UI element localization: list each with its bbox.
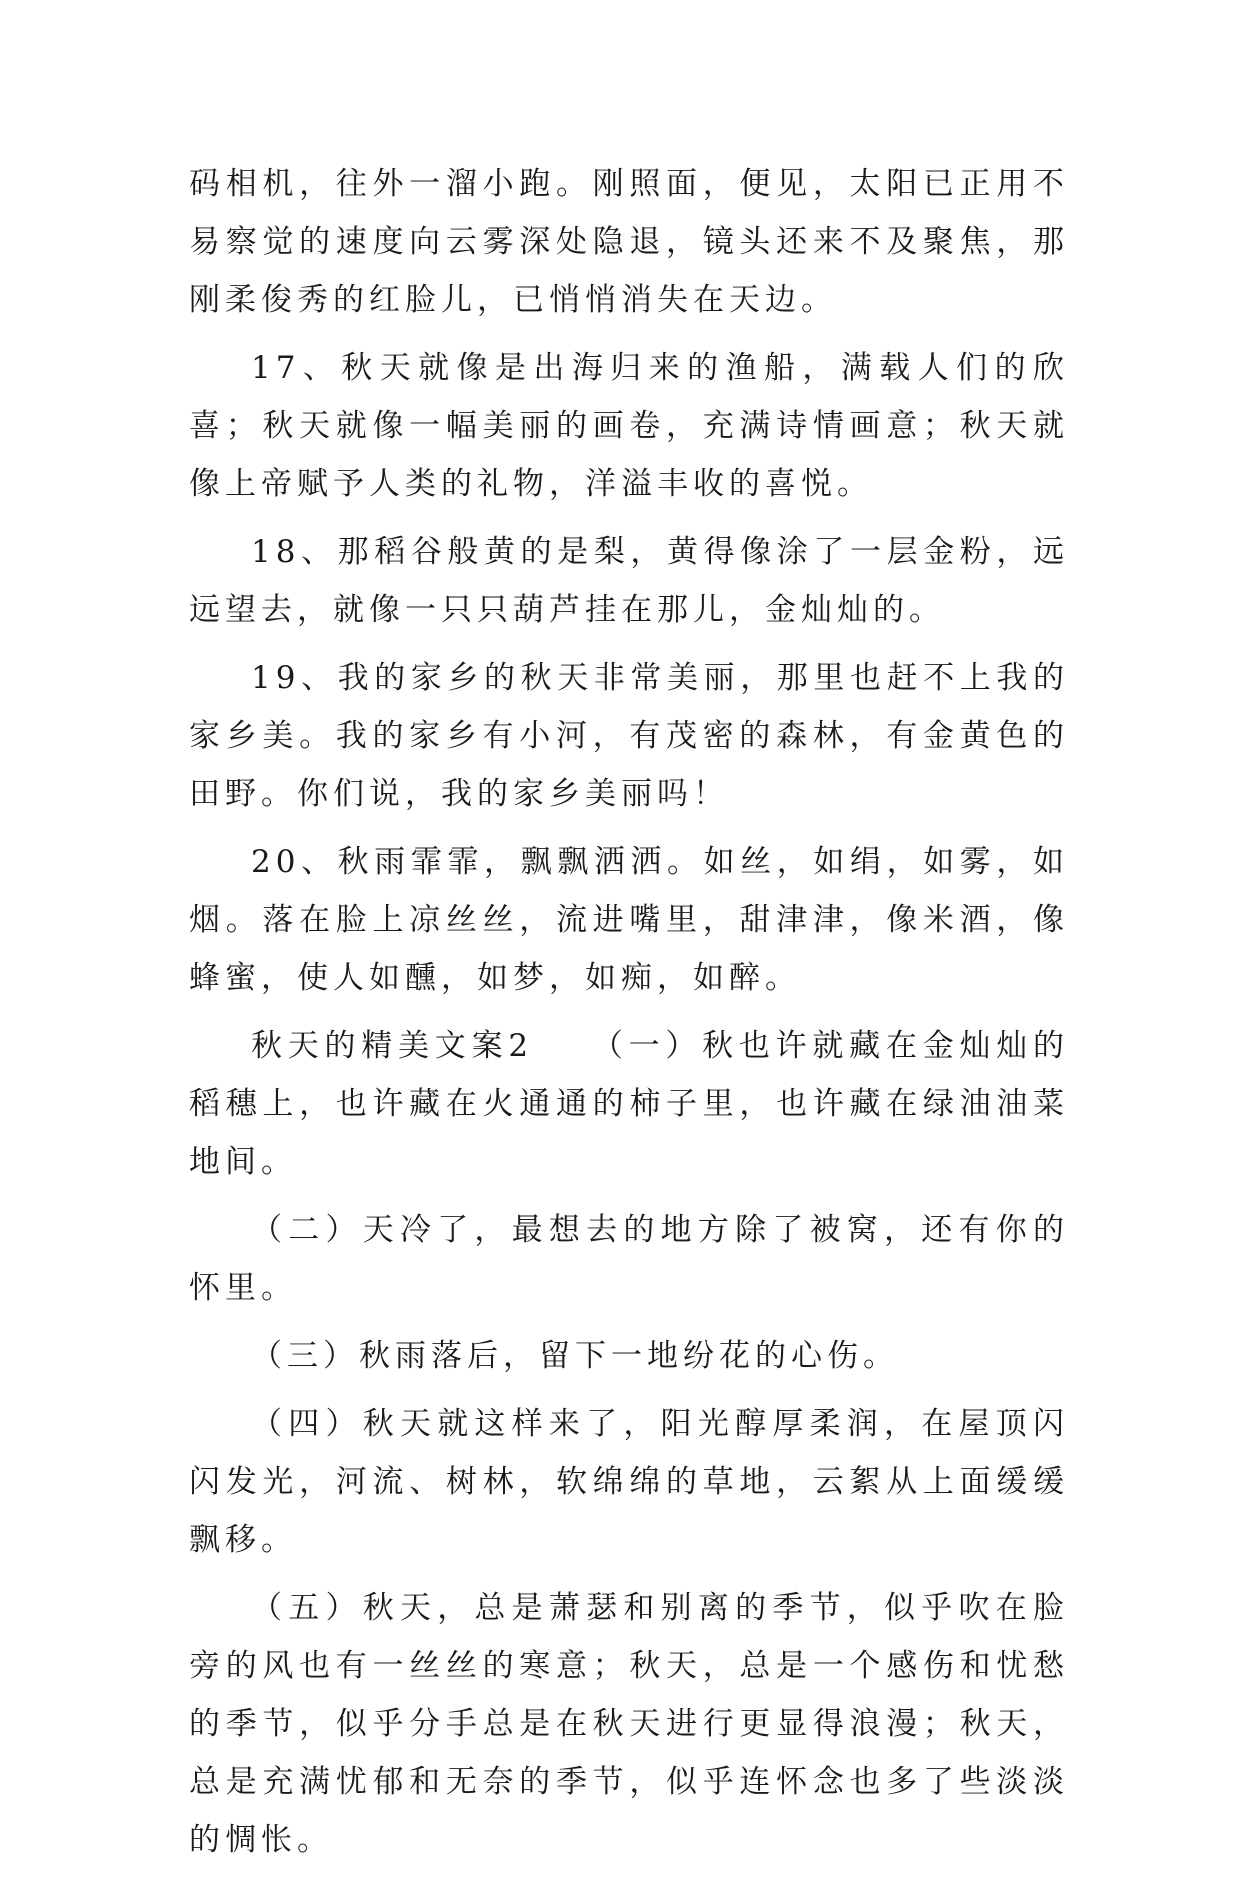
paragraph-item-20: 20、秋雨霏霏，飘飘洒洒。如丝，如绢，如雾，如烟。落在脸上凉丝丝，流进嘴里，甜津津，像米酒，像蜂蜜，使人如醺，如梦，如痴，如醉。	[189, 844, 1069, 996]
paragraph-section-2-item-2: （二）天冷了，最想去的地方除了被窝，还有你的怀里。	[189, 1212, 1069, 1306]
paragraph-section-2-item-4: （四）秋天就这样来了，阳光醇厚柔润，在屋顶闪闪发光，河流、树林，软绵绵的草地，云絮从上面缓缓飘移。	[189, 1406, 1069, 1558]
paragraph-item-19: 19、我的家乡的秋天非常美丽，那里也赶不上我的家乡美。我的家乡有小河，有茂密的森林，有金黄色的田野。你们说，我的家乡美丽吗！	[189, 660, 1069, 812]
paragraph-item-18: 18、那稻谷般黄的是梨，黄得像涂了一层金粉，远远望去，就像一只只葫芦挂在那儿，金灿灿的。	[189, 534, 1069, 628]
paragraph-section-2-item-3: （三）秋雨落后，留下一地纷花的心伤。	[251, 1338, 899, 1374]
paragraph-section-2-intro: 秋天的精美文案2 （一）秋也许就藏在金灿灿的稻穗上，也许藏在火通通的柿子里，也许藏在绿油油菜地间。	[189, 1028, 1069, 1180]
document-body	[189, 155, 1069, 1879]
paragraph-continuation: 码相机，往外一溜小跑。刚照面，便见，太阳已正用不易察觉的速度向云雾深处隐退，镜头还来不及聚焦，那刚柔俊秀的红脸儿，已悄悄消失在天边。	[189, 166, 1069, 318]
paragraph-section-2-item-5: （五）秋天，总是萧瑟和别离的季节，似乎吹在脸旁的风也有一丝丝的寒意；秋天，总是一个感伤和忧愁的季节，似乎分手总是在秋天进行更显得浪漫；秋天，总是充满忧郁和无奈的季节，似乎连怀念也多了些淡淡的惆怅。	[189, 1590, 1069, 1858]
paragraph-item-17: 17、秋天就像是出海归来的渔船，满载人们的欣喜；秋天就像一幅美丽的画卷，充满诗情画意；秋天就像上帝赋予人类的礼物，洋溢丰收的喜悦。	[189, 350, 1069, 502]
